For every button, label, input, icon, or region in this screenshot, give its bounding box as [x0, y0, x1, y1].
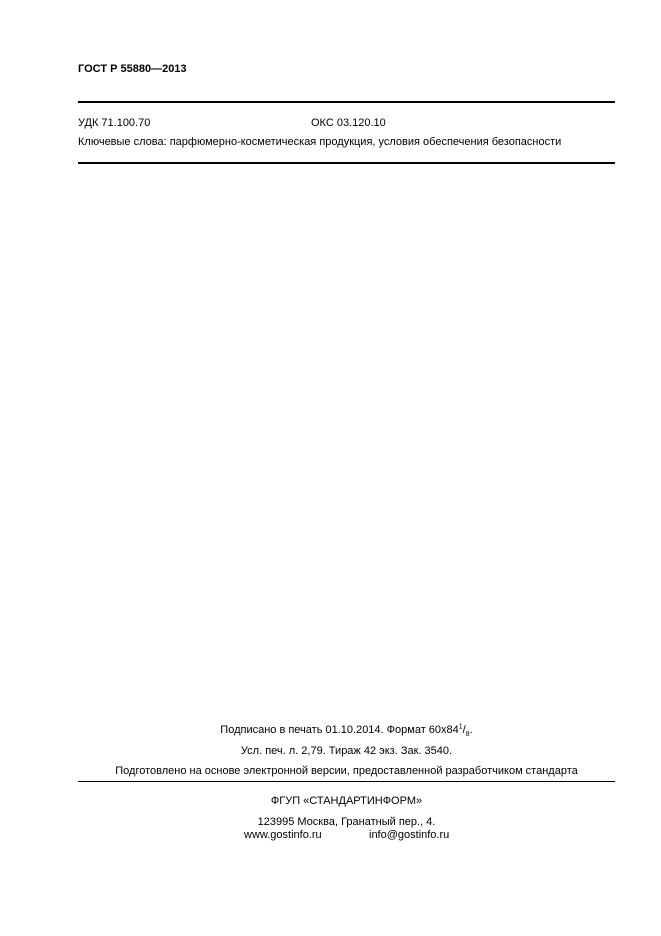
- oks-code: ОКС 03.120.10: [311, 117, 386, 129]
- publisher-address: 123995 Москва, Гранатный пер., 4.: [257, 816, 436, 828]
- format-suffix: .: [469, 724, 473, 736]
- document-number: ГОСТ Р 55880—2013: [78, 63, 187, 75]
- imprint-divider: [78, 781, 615, 782]
- prepared-note: Подготовлено на основе электронной версии, предоставленной разработчиком стандарта: [115, 765, 578, 777]
- signed-text: Подписано в печать 01.10.2014. Формат 60х84: [220, 724, 459, 736]
- format-denominator: 8: [465, 731, 470, 739]
- header-rule-top: [78, 101, 615, 103]
- signed-for-print-line: [78, 723, 615, 739]
- publisher-website-link[interactable]: www.gostinfo.ru: [244, 829, 322, 841]
- format-numerator: 1: [458, 723, 463, 731]
- udk-code: УДК 71.100.70: [78, 117, 151, 129]
- publisher-email-link[interactable]: info@gostinfo.ru: [369, 829, 450, 841]
- format-slash: /: [462, 724, 466, 736]
- print-details: Усл. печ. л. 2,79. Тираж 42 экз. Зак. 3540.: [240, 745, 453, 757]
- header-rule-bottom: [78, 162, 615, 164]
- keywords-line: Ключевые слова: парфюмерно-косметическая продукция, условия обеспечения безопасности: [78, 136, 562, 148]
- publisher-name: ФГУП «СТАНДАРТИНФОРМ»: [270, 795, 423, 807]
